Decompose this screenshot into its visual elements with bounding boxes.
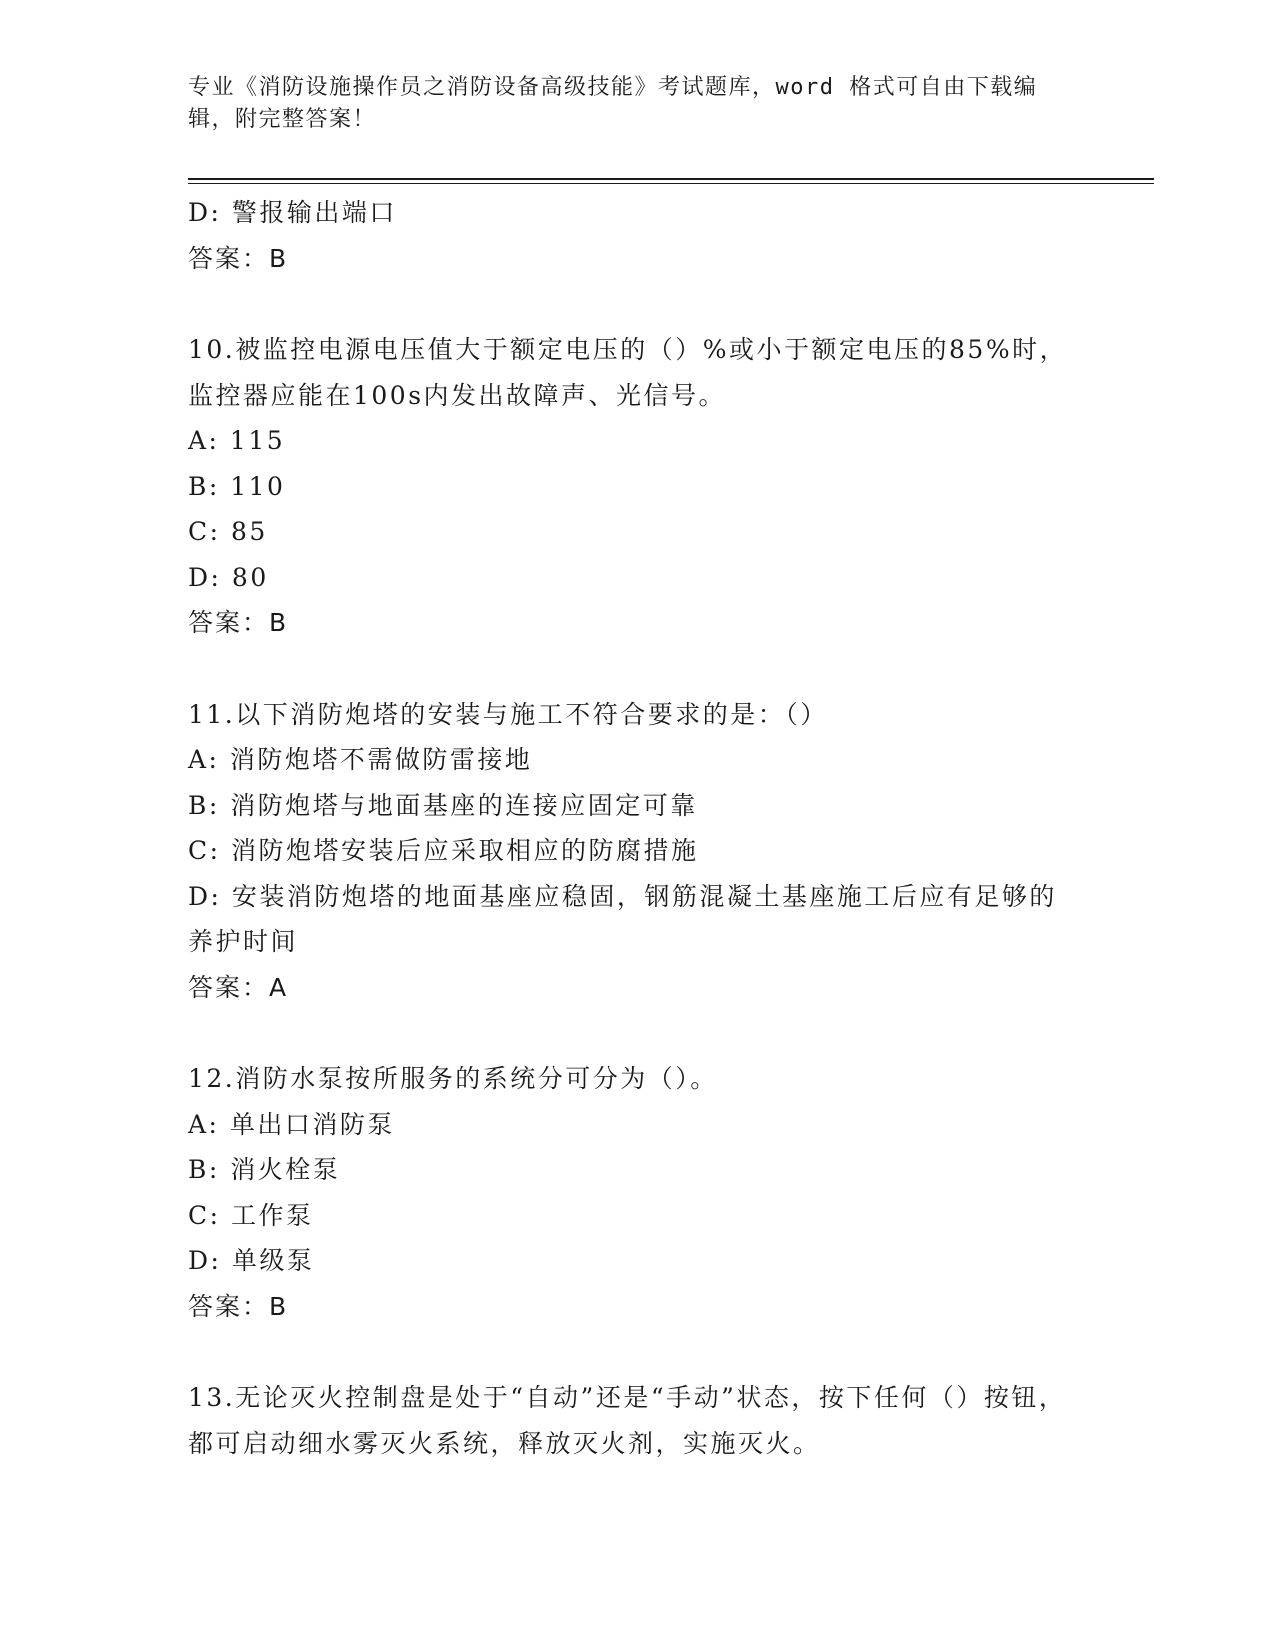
question-list <box>188 190 1088 1466</box>
option-b: B: 消防炮塔与地面基座的连接应固定可靠 <box>188 790 698 820</box>
question-stem: 11.以下消防炮塔的安装与施工不符合要求的是：（） <box>188 699 828 729</box>
option-d: D: 单级泵 <box>188 1246 315 1275</box>
header-divider-thin <box>188 183 1154 184</box>
option-b: B: 消火栓泵 <box>188 1155 341 1184</box>
option-d: D: 80 <box>188 562 269 592</box>
question-stem: 12.消防水泵按所服务的系统分可分为（）。 <box>188 1064 718 1093</box>
option-c: C: 85 <box>188 517 268 546</box>
option-d: D: 安装消防炮塔的地面基座应稳固，钢筋混凝土基座施工后应有足够的养护时间 <box>188 881 1057 956</box>
option-a: A: 115 <box>188 426 286 455</box>
option-c: C: 消防炮塔安装后应采取相应的防腐措施 <box>188 836 699 865</box>
previous-question-tail <box>188 190 1088 281</box>
question-11 <box>188 692 1088 1011</box>
document-header: 专业《消防设施操作员之消防设备高级技能》考试题库，word 格式可自由下载编辑，附完整答案！ <box>188 75 1038 132</box>
option-c: C: 工作泵 <box>188 1200 314 1230</box>
question-13 <box>188 1375 1088 1466</box>
question-stem: 13.无论灭火控制盘是处于“自动”还是“手动”状态，按下任何（）按钮，都可启动细水雾灭火系统，释放灭火剂，实施灭火。 <box>188 1383 1067 1458</box>
option-a: A: 消防炮塔不需做防雷接地 <box>188 745 533 774</box>
option-a: A: 单出口消防泵 <box>188 1109 395 1139</box>
question-stem: 10.被监控电源电压值大于额定电压的（）%或小于额定电压的85%时，监控器应能在100s内发出故障声、光信号。 <box>188 335 1068 410</box>
answer-line: 答案：B <box>188 608 289 637</box>
question-10 <box>188 327 1088 646</box>
answer-line: 答案：B <box>188 243 289 273</box>
option-d: D: 警报输出端口 <box>188 198 397 227</box>
question-12 <box>188 1056 1088 1329</box>
answer-line: 答案：B <box>188 1291 289 1321</box>
option-b: B: 110 <box>188 471 286 501</box>
header-divider-thick <box>188 178 1154 180</box>
answer-line: 答案：A <box>188 972 289 1002</box>
